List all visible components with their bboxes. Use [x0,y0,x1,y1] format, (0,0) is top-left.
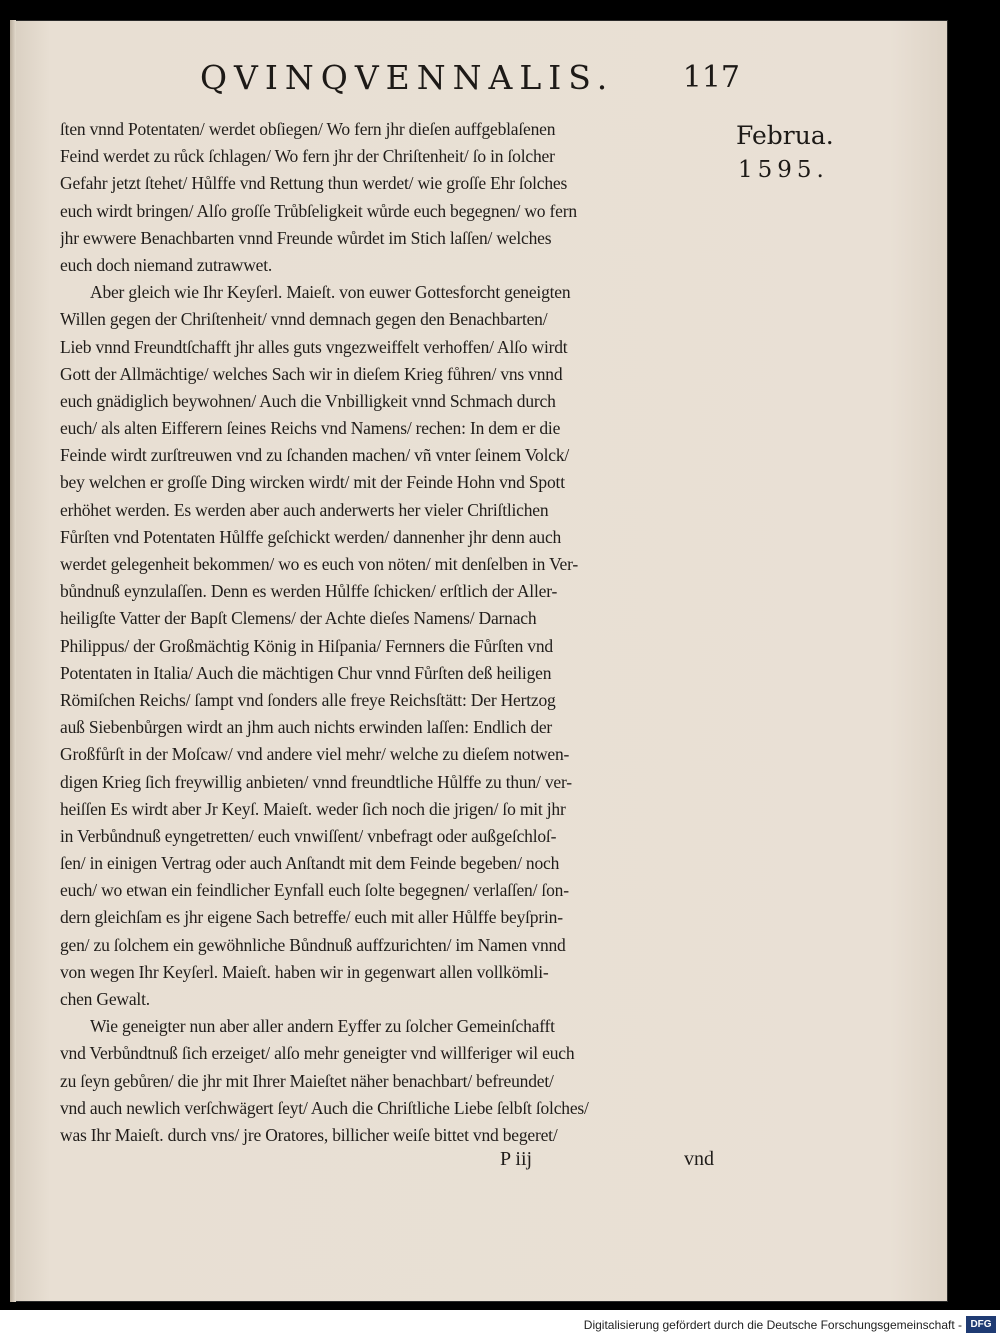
dfg-logo: DFG [966,1316,996,1333]
text-line: heiligſte Vatter der Bapſt Clemens/ der Achte dieſes Namens/ Darnach [60,608,537,629]
text-line: was Ihr Maieſt. durch vns/ jre Oratores, billicher weiſe bittet vnd begeret/ [60,1124,558,1145]
text-line: vnd auch newlich verſchwägert ſeyt/ Auch die Chriſtliche Liebe ſelbſt ſolches/ [60,1097,589,1118]
signature-mark: P iij [500,1148,533,1170]
text-line: digen Krieg ſich freywillig anbieten/ vnnd freundtliche Hůlffe zu thun/ ver- [60,771,572,792]
margin-note [736,120,836,188]
text-line: euch doch niemand zutrawwet. [60,254,273,275]
running-title: QVINQVENNALIS. [200,58,615,97]
text-line: zu ſeyn gebůren/ die jhr mit Ihrer Maieſtet näher benachbart/ befreundet/ [60,1070,554,1091]
text-line: Großfůrſt in der Moſcaw/ vnd andere viel mehr/ welche zu dieſem notwen- [60,744,570,765]
text-line: Gott der Allmächtige/ welches Sach wir in dieſem Krieg fůhren/ vns vnnd [60,363,563,384]
text-line: euch wirdt bringen/ Alſo groſſe Trůbſeligkeit wůrde euch begegnen/ wo fern [60,200,577,221]
text-line: ſen/ in einigen Vertrag oder auch Anſtandt mit dem Feinde begeben/ noch [60,853,560,874]
margin-note-year: 1595. [738,157,829,183]
text-line: Feinde wirdt zurſtreuwen vnd zu ſchanden machen/ vñ vnter ſeinem Volck/ [60,445,570,466]
text-line: Lieb vnnd Freundtſchafft jhr alles guts vngezweiffelt verhoffen/ Alſo wirdt [60,336,568,357]
text-line: jhr ewwere Benachbarten vnnd Freunde wůrdet im Stich laſſen/ welches [60,227,552,248]
page-gutter [10,20,16,1302]
text-line: auß Siebenbůrgen wirdt an jhm auch nichts erwinden laſſen: Endlich der [60,717,553,738]
text-line: Wie geneigter nun aber aller andern Eyffer zu ſolcher Gemeinſchafft [90,1016,555,1037]
text-line: euch/ wo etwan ein feindlicher Eynfall euch ſolte begegnen/ verlaſſen/ ſon- [60,880,569,901]
text-line: chen Gewalt. [60,989,150,1009]
text-line: Philippus/ der Großmächtig König in Hiſpania/ Fernners die Fůrſten vnd [60,635,553,656]
page-number: 117 [682,60,740,95]
text-line: euch/ als alten Eifferern ſeines Reichs vnd Namens/ rechen: In dem er die [60,418,561,439]
text-line: erhöhet werden. Es werden aber auch anderwerts her vieler Chriſtlichen [60,499,549,520]
text-line: Potentaten in Italia/ Auch die mächtigen Chur vnnd Fůrſten deß heiligen [60,662,552,683]
text-line: Aber gleich wie Ihr Keyſerl. Maieſt. von euwer Gottesforcht geneigten [90,282,571,303]
text-line: vnd Verbůndtnuß ſich erzeiget/ alſo mehr geneigter vnd willferiger wil euch [60,1043,575,1064]
funding-credit: Digitalisierung gefördert durch die Deutsche Forschungsgemeinschaft - [583,1318,962,1332]
text-line: werdet gelegenheit bekommen/ wo es euch von nöten/ mit denſelben in Ver- [60,554,579,574]
text-line: heiſſen Es wirdt aber Jr Keyſ. Maieſt. weder ſich noch die jrigen/ ſo mit jhr [60,798,566,819]
catchword: vnd [684,1148,714,1170]
text-line: dern gleichſam es jhr eigene Sach betreffe/ euch mit aller Hůlffe beyſprin- [60,907,563,928]
margin-note-month: Februa. [736,121,834,150]
text-line: von wegen Ihr Keyſerl. Maieſt. haben wir in gegenwart allen vollkömli- [60,961,549,982]
text-line: gen/ zu ſolchem ein gewöhnliche Bůndnuß auffzurichten/ im Namen vnnd [60,934,566,955]
text-line: in Verbůndnuß eyngetretten/ euch vnwiſſent/ vnbefragt oder außgeſchloſ- [60,825,557,846]
page-header [200,58,740,108]
text-line: euch gnädiglich beywohnen/ Auch die Vnbilligkeit vnnd Schmach durch [60,390,556,411]
text-line: Willen gegen der Chriſtenheit/ vnnd demnach gegen den Benachbarten/ [60,309,548,330]
page-footer [60,1148,728,1178]
credit-bar [0,1310,1000,1340]
text-line: Gefahr jetzt ſtehet/ Hůlffe vnd Rettung thun werdet/ wie groſſe Ehr ſolches [60,173,568,194]
text-line: Römiſchen Reichs/ ſampt vnd ſonders alle freye Reichsſtätt: Der Hertzog [60,689,556,710]
text-line: ſten vnnd Potentaten/ werdet obſiegen/ Wo fern jhr dieſen auffgeblaſenen [60,119,556,139]
body-text [60,116,728,1149]
text-line: bey welchen er groſſe Ding wircken wirdt/ mit der Feinde Hohn vnd Spott [60,472,565,493]
text-line: bůndnuß eynzulaſſen. Denn es werden Hůlffe ſchicken/ erſtlich der Aller- [60,581,558,602]
text-line: Fůrſten vnd Potentaten Hůlffe geſchickt werden/ dannenher jhr denn auch [60,526,562,547]
text-line: Feind werdet zu růck ſchlagen/ Wo fern jhr der Chriſtenheit/ ſo in ſolcher [60,146,555,167]
